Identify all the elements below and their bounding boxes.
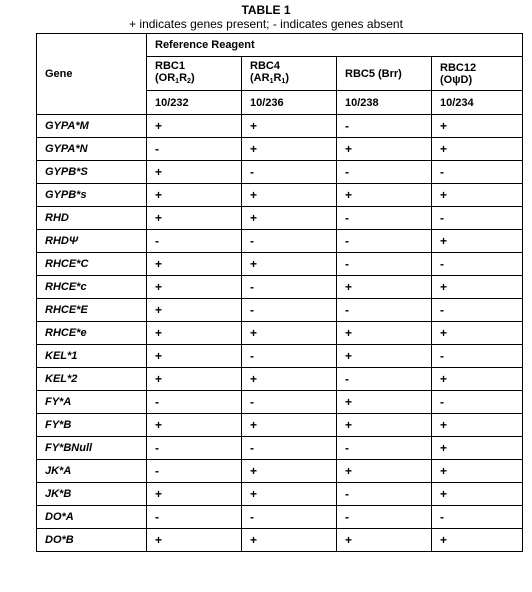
reagent-type: $(OR_1R_2)$ [155,71,195,85]
gene-presence-cell: - [242,506,337,529]
reference-reagent-header: Reference Reagent [147,34,523,57]
header-row-reference [37,34,523,57]
table-row [37,276,523,299]
gene-name: RHDΨ [37,230,147,253]
gene-presence-cell: - [337,253,432,276]
gene-presence-cell: + [242,414,337,437]
gene-presence-cell: + [432,460,523,483]
gene-name: RHCE*e [37,322,147,345]
gene-presence-cell: + [432,184,523,207]
reagent-ratio: 10/234 [432,91,523,115]
gene-presence-cell: - [147,391,242,414]
gene-name: RHCE*E [37,299,147,322]
gene-presence-cell: + [337,345,432,368]
gene-name: GYPA*N [37,138,147,161]
gene-presence-cell: - [337,506,432,529]
gene-presence-cell: + [147,414,242,437]
table-title: TABLE 1 [241,3,291,17]
gene-presence-cell: + [337,414,432,437]
gene-presence-cell: - [242,161,337,184]
reagent-header-rbc5 [337,57,432,91]
table-row [37,391,523,414]
gene-presence-cell: - [337,115,432,138]
gene-table [36,33,523,552]
reagent-ratio: 10/236 [242,91,337,115]
gene-presence-cell: - [432,345,523,368]
gene-presence-cell: - [147,138,242,161]
reagent-name: RBC5 (Brr) [345,67,402,80]
gene-presence-cell: + [337,529,432,552]
gene-presence-cell: - [147,437,242,460]
gene-presence-cell: + [147,299,242,322]
reagent-ratio: 10/232 [147,91,242,115]
gene-presence-cell: + [147,276,242,299]
gene-name: GYPA*M [37,115,147,138]
reagent-header-rbc12 [432,57,523,91]
gene-presence-cell: + [147,115,242,138]
table-row [37,115,523,138]
gene-presence-cell: + [337,184,432,207]
reagent-name: RBC1 [155,59,185,72]
gene-presence-cell: + [432,322,523,345]
gene-presence-cell: - [242,437,337,460]
table-row [37,345,523,368]
table-row [37,529,523,552]
gene-presence-cell: + [432,414,523,437]
gene-presence-cell: - [432,161,523,184]
gene-presence-cell: + [242,322,337,345]
gene-presence-cell: - [242,299,337,322]
gene-name: DO*B [37,529,147,552]
table-row [37,161,523,184]
gene-presence-cell: - [242,345,337,368]
gene-name: KEL*1 [37,345,147,368]
gene-presence-cell: - [432,253,523,276]
table-row [37,322,523,345]
gene-presence-cell: + [432,437,523,460]
reagent-type: $(AR_1R_1)$ [250,71,289,85]
gene-presence-cell: - [337,299,432,322]
gene-presence-cell: + [242,529,337,552]
table-row [37,414,523,437]
gene-name: RHD [37,207,147,230]
reagent-name: RBC12 [440,61,477,74]
table-row [37,230,523,253]
gene-name: JK*B [37,483,147,506]
reagent-type: (OψD) [440,73,473,86]
table-row [37,506,523,529]
gene-name: JK*A [37,460,147,483]
gene-presence-cell: + [242,483,337,506]
gene-presence-cell: + [337,276,432,299]
gene-presence-cell: + [147,184,242,207]
gene-presence-cell: + [147,322,242,345]
gene-presence-cell: + [242,368,337,391]
gene-name: GYPB*s [37,184,147,207]
gene-presence-cell: + [147,207,242,230]
gene-presence-cell: - [337,368,432,391]
gene-presence-cell: + [337,460,432,483]
gene-presence-cell: + [432,115,523,138]
gene-presence-cell: - [432,207,523,230]
gene-presence-cell: + [242,207,337,230]
gene-presence-cell: - [432,506,523,529]
table-row [37,460,523,483]
table-row [37,138,523,161]
gene-name: RHCE*c [37,276,147,299]
table-row [37,483,523,506]
table-row [37,368,523,391]
table-row [37,253,523,276]
reagent-header-rbc4 [242,57,337,91]
gene-presence-cell: + [432,483,523,506]
gene-name: GYPB*S [37,161,147,184]
reagent-header-rbc1 [147,57,242,91]
gene-presence-cell: + [337,138,432,161]
gene-presence-cell: + [147,368,242,391]
gene-presence-cell: - [337,437,432,460]
gene-presence-cell: - [147,506,242,529]
table-row [37,437,523,460]
gene-presence-cell: + [242,138,337,161]
gene-presence-cell: - [337,161,432,184]
gene-presence-cell: + [432,529,523,552]
gene-column-header: Gene [37,34,147,115]
gene-name: FY*BNull [37,437,147,460]
gene-presence-cell: - [337,230,432,253]
table-subtitle: + indicates genes present; - indicates genes absent [129,17,403,31]
reagent-ratio: 10/238 [337,91,432,115]
gene-presence-cell: - [242,276,337,299]
gene-presence-cell: - [432,299,523,322]
gene-name: FY*A [37,391,147,414]
table-row [37,299,523,322]
gene-presence-cell: - [337,207,432,230]
gene-presence-cell: + [147,345,242,368]
gene-presence-cell: + [242,253,337,276]
gene-presence-cell: - [242,230,337,253]
gene-presence-cell: + [147,161,242,184]
gene-presence-cell: - [432,391,523,414]
gene-presence-cell: - [337,483,432,506]
gene-name: FY*B [37,414,147,437]
gene-presence-cell: + [337,391,432,414]
gene-presence-cell: + [337,322,432,345]
table-row [37,207,523,230]
gene-presence-cell: + [432,138,523,161]
gene-presence-cell: + [242,460,337,483]
reagent-name: RBC4 [250,59,280,72]
gene-presence-cell: + [147,253,242,276]
gene-presence-cell: + [242,184,337,207]
gene-presence-cell: + [147,483,242,506]
gene-presence-cell: - [147,230,242,253]
gene-name: DO*A [37,506,147,529]
gene-presence-cell: + [432,276,523,299]
gene-presence-cell: + [242,115,337,138]
table-row [37,184,523,207]
gene-presence-cell: + [432,230,523,253]
gene-presence-cell: + [147,529,242,552]
gene-presence-cell: + [432,368,523,391]
gene-presence-cell: - [147,460,242,483]
gene-name: RHCE*C [37,253,147,276]
gene-presence-cell: - [242,391,337,414]
gene-name: KEL*2 [37,368,147,391]
